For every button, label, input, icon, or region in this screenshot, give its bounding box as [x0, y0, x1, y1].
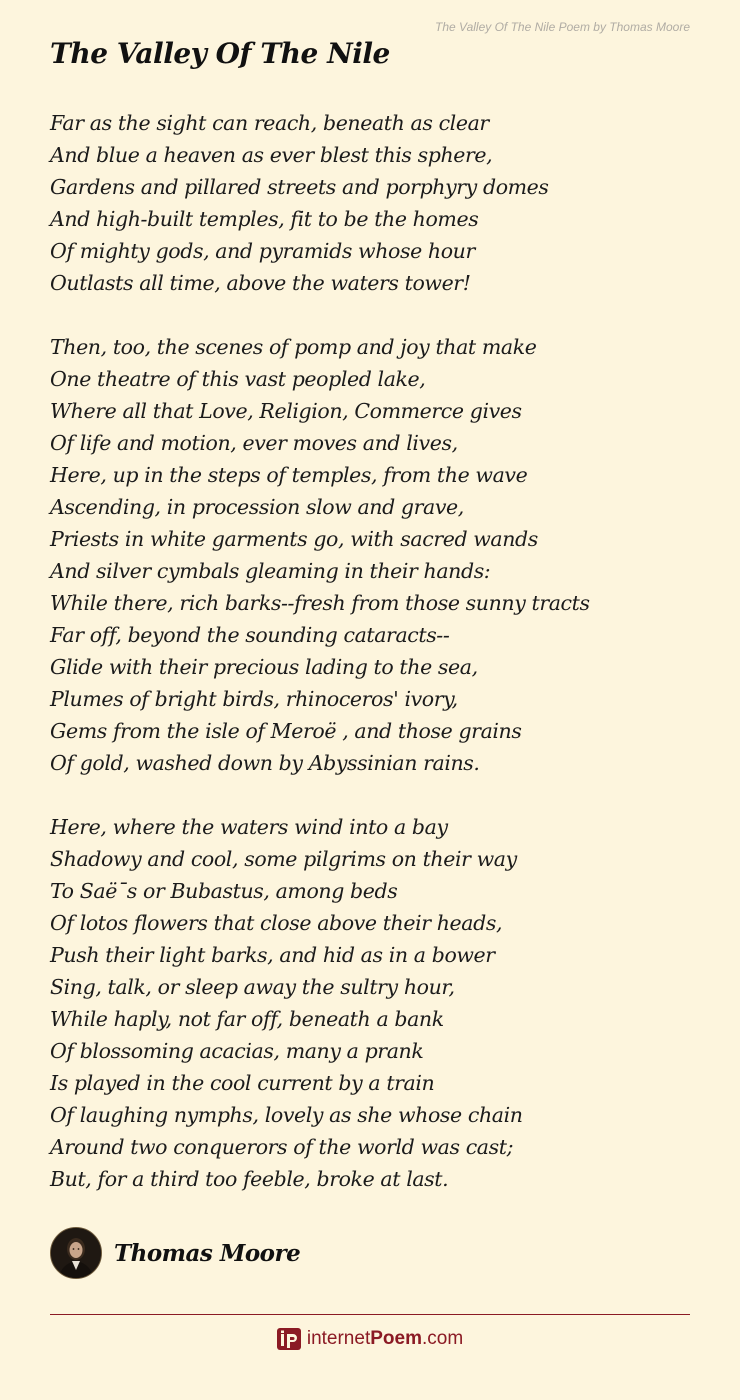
poem-line: Where all that Love, Religion, Commerce gives [50, 399, 522, 423]
poem-line: Gems from the isle of Meroë , and those grains [50, 719, 522, 743]
poem-line: Far as the sight can reach, beneath as clear [50, 111, 489, 135]
page-caption: The Valley Of The Nile Poem by Thomas Moore [435, 20, 690, 34]
poem-line: Glide with their precious lading to the sea, [50, 655, 478, 679]
stanza [50, 811, 523, 1195]
poem-line: Priests in white garments go, with sacred wands [50, 527, 538, 551]
author-name[interactable]: Thomas Moore [114, 1239, 301, 1267]
poem-line: Here, up in the steps of temples, from the wave [50, 463, 528, 487]
poem-line: And high-built temples, fit to be the homes [50, 207, 479, 231]
poem-line: Of life and motion, ever moves and lives, [50, 431, 458, 455]
poem-line: Far off, beyond the sounding cataracts-- [50, 623, 450, 647]
poem-line: And blue a heaven as ever blest this sphere, [50, 143, 493, 167]
brand-bold: Poem [370, 1328, 422, 1349]
poem-line: Then, too, the scenes of pomp and joy that make [50, 335, 537, 359]
poem-line: Gardens and pillared streets and porphyry domes [50, 175, 549, 199]
poem-line: Of laughing nymphs, lovely as she whose chain [50, 1103, 523, 1127]
poem-line: But, for a third too feeble, broke at last. [50, 1167, 449, 1191]
brand-prefix: internet [306, 1328, 371, 1349]
poem-line: Sing, talk, or sleep away the sultry hour, [50, 975, 455, 999]
poem-line: Of gold, washed down by Abyssinian rains. [50, 751, 480, 775]
poem-line: Plumes of bright birds, rhinoceros' ivory, [50, 687, 458, 711]
poem-line: Is played in the cool current by a train [50, 1071, 435, 1095]
stanza [50, 331, 590, 779]
poem-line: Of lotos flowers that close above their heads, [50, 911, 503, 935]
internetpoem-logo-icon [277, 1326, 303, 1352]
poem-title: The Valley Of The Nile [50, 37, 390, 70]
poem-line: Of mighty gods, and pyramids whose hour [50, 239, 475, 263]
stanza [50, 107, 549, 299]
poem-line: While haply, not far off, beneath a bank [50, 1007, 444, 1031]
poem-line: To Saë¯s or Bubastus, among beds [50, 879, 398, 903]
site-brand[interactable] [0, 1326, 740, 1352]
poem-line: And silver cymbals gleaming in their hands: [50, 559, 491, 583]
poem-line: While there, rich barks--fresh from those sunny tracts [50, 591, 590, 615]
poem-line: Push their light barks, and hid as in a bower [50, 943, 495, 967]
footer-divider [50, 1314, 690, 1315]
poem-line: One theatre of this vast peopled lake, [50, 367, 426, 391]
author-avatar [50, 1227, 102, 1279]
poem-line: Ascending, in procession slow and grave, [50, 495, 464, 519]
poem-line: Outlasts all time, above the waters tower! [50, 271, 471, 295]
poem-line: Of blossoming acacias, many a prank [50, 1039, 424, 1063]
poem-line: Here, where the waters wind into a bay [50, 815, 448, 839]
poem-line: Around two conquerors of the world was cast; [50, 1135, 514, 1159]
poem-line: Shadowy and cool, some pilgrims on their way [50, 847, 517, 871]
brand-suffix: .com [421, 1328, 464, 1349]
author-block [50, 1227, 300, 1279]
